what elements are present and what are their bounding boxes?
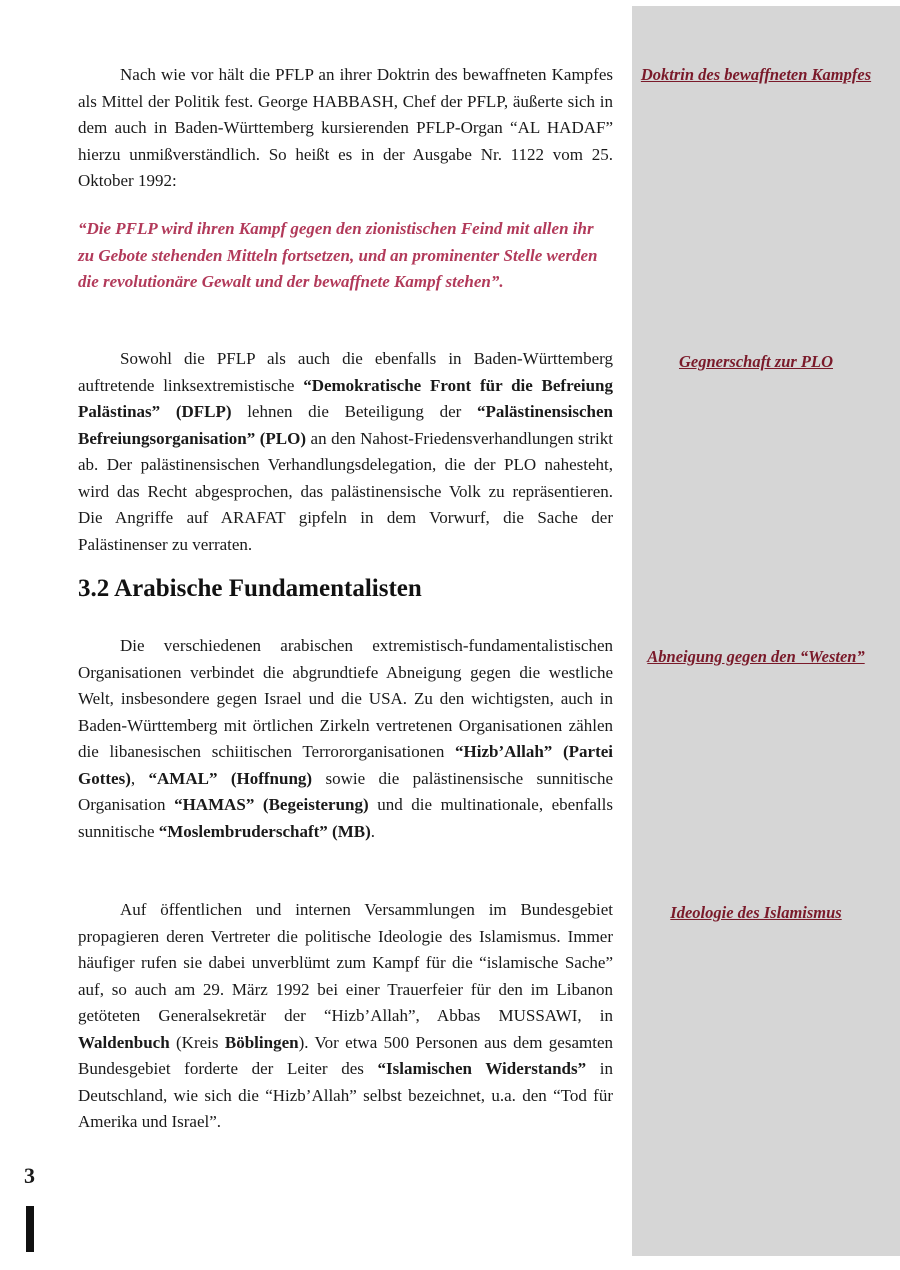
margin-sidebar <box>632 6 900 1256</box>
paragraph-pflp-doktrin: Nach wie vor hält die PFLP an ihrer Doktrin des bewaffneten Kampfes als Mittel der Politik fest. George HABBASH, Chef der PFLP, äußerte sich in dem auch in Baden-Württemberg kursierenden PFLP-Organ “AL HADAF” hierzu unmißverständlich. So heißt es in der Ausgabe Nr. 1122 vom 25. Oktober 1992: <box>78 65 613 190</box>
section-heading: 3.2 Arabische Fundamentalisten <box>78 575 422 602</box>
paragraph-fundamentalisten: Die verschiedenen arabischen extremistisch-fundamentalistischen Organisationen verbindet die abgrundtiefe Abneigung gegen die westliche Welt, insbesondere gegen Israel und die USA. Zu den wichtigsten, auch in Baden-Württemberg mit örtlichen Zirkeln vertretenen Organisationen zählen die libanesischen schiitischen Terrororganisationen “Hizb’Allah” (Partei Gottes), “AMAL” (Hoffnung) sowie die palästinensische sunnitische Organisation “HAMAS” (Begeisterung) und die multinationale, ebenfalls sunnitische “Moslembruderschaft” (MB). <box>78 636 614 841</box>
margin-note-gegnerschaft: Gegnerschaft zur PLO <box>678 352 833 371</box>
page-marker-bar <box>26 1206 34 1252</box>
margin-note-abneigung: Abneigung gegen den “Westen” <box>647 647 865 666</box>
quote-al-hadaf: “Die PFLP wird ihren Kampf gegen den zionistischen Feind mit allen ihr zu Gebote stehenden Mitteln fortsetzen, und an prominenter Stelle werden die revolutionäre Gewalt und der bewaffnete Kampf stehen”. <box>78 219 598 291</box>
paragraph-dflp-plo: Sowohl die PFLP als auch die ebenfalls in Baden-Württemberg auftretende linksextremistische “Demokratische Front für die Befreiung Palästinas” (DFLP) lehnen die Beteiligung der “Palästinensischen Befreiungsorganisation” (PLO) an den Nahost-Friedensverhandlungen strikt ab. Der palästinensischen Verhandlungsdelegation, die der PLO nahesteht, wird das Recht abgesprochen, das palästinensische Volk zu repräsentieren. Die Angriffe auf ARAFAT gipfeln in dem Vorwurf, die Sache der Palästinenser zu verraten. <box>78 349 613 554</box>
margin-note-ideologie: Ideologie des Islamismus <box>670 903 842 922</box>
margin-note-doktrin: Doktrin des bewaffneten Kampfes <box>640 65 872 84</box>
paragraph-islamismus: Auf öffentlichen und internen Versammlungen im Bundesgebiet propagieren deren Vertreter die politische Ideologie des Islamismus. Immer häufiger rufen sie dabei unverblümt zum Kampf für die “islamische Sache” auf, so auch am 29. März 1992 bei einer Trauerfeier für den im Libanon getöteten Generalsekretär der “Hizb’Allah”, Abbas MUSSAWI, in Waldenbuch (Kreis Böblingen). Vor etwa 500 Personen aus dem gesamten Bundesgebiet forderte der Leiter des “Islamischen Widerstands” in Deutschland, wie sich die “Hizb’Allah” selbst bezeichnet, u.a. den “Tod für Amerika und Israel”. <box>78 900 613 1131</box>
page-number: 3 <box>24 1163 35 1188</box>
